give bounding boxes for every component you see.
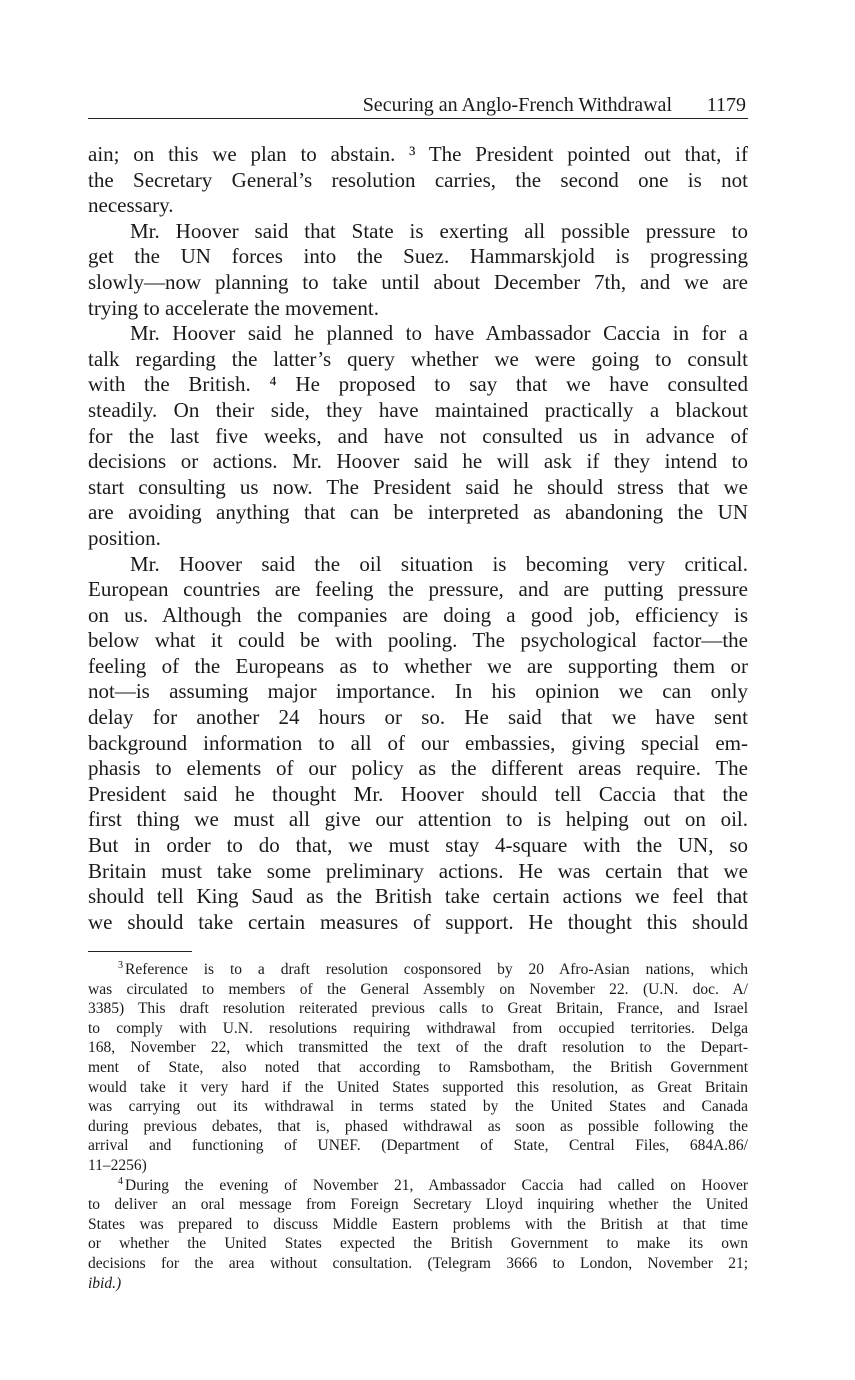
paragraph — [88, 321, 748, 551]
text-line: European countries are feeling the pressure, and are putting pressure — [88, 577, 748, 602]
footnote-4 — [88, 1176, 748, 1294]
footnote-line — [88, 980, 748, 1000]
footnote-line — [88, 1117, 748, 1137]
footnote-line-text: was carrying out its withdrawal in terms stated by the United States and Canada — [88, 1098, 748, 1116]
footnote-line-text: was circulated to members of the General Assembly on November 22. (U.N. doc. A/ — [88, 980, 748, 998]
footnote-line-text: ment of State, also noted that according to Ramsbotham, the British Government — [88, 1058, 748, 1076]
footnote-line — [88, 1254, 748, 1274]
footnote-line — [88, 1097, 748, 1117]
footnote-line-text: Reference is to a draft resolution cosponsored by 20 Afro-Asian nations, which — [125, 961, 748, 978]
footnote-line — [88, 1136, 748, 1156]
page-number: 1179 — [706, 94, 746, 116]
footnote-line-text: decisions for the area without consultation. (Telegram 3666 to London, November 21; — [88, 1254, 748, 1272]
footnote-line-text: States was prepared to discuss Middle Eastern problems with the British at that time — [88, 1215, 748, 1233]
text-line: start consulting us now. The President said he should stress that we — [88, 474, 748, 499]
text-line: feeling of the Europeans as to whether we are supporting them or — [88, 653, 748, 678]
text-line: get the UN forces into the Suez. Hammarskjold is progressing — [88, 244, 748, 269]
footnote-line — [88, 1156, 748, 1176]
footnotes — [88, 960, 748, 1293]
text-line: trying to accelerate the movement. — [88, 295, 379, 320]
text-line: position. — [88, 525, 161, 550]
footnote-line-text: to comply with U.N. resolutions requiring withdrawal from occupied territories. Delga — [88, 1019, 748, 1037]
footnote-3 — [88, 960, 748, 1176]
footnote-line-text: ibid.) — [88, 1274, 122, 1292]
footnote-line-text: to deliver an oral message from Foreign Secretary Lloyd inquiring whether the United — [88, 1196, 748, 1214]
text-line: the Secretary General’s resolution carries, the second one is not — [88, 167, 748, 192]
text-line: with the British. ⁴ He proposed to say that we have consulted — [88, 372, 748, 397]
footnote-line-text: 11–2256) — [88, 1156, 147, 1174]
paragraph — [88, 219, 748, 321]
paragraph — [88, 142, 748, 219]
footnote-line — [88, 1058, 748, 1078]
footnote-line — [88, 1038, 748, 1058]
text-line: not—is assuming major importance. In his opinion we can only — [88, 679, 748, 704]
footnote-line-text: 168, November 22, which transmitted the text of the draft resolution to the Depart- — [88, 1039, 748, 1057]
text-line: talk regarding the latter’s query whether we were going to consult — [88, 346, 748, 371]
footnote-line — [88, 1195, 748, 1215]
text-line: we should take certain measures of support. He thought this should — [88, 909, 748, 934]
text-line: phasis to elements of our policy as the different areas require. The — [88, 756, 748, 781]
running-title: Securing an Anglo-French Withdrawal — [362, 94, 672, 116]
footnote-line — [88, 1234, 748, 1254]
footnote-number: 4 — [118, 1176, 124, 1187]
text-line: first thing we must all give our attention to is helping out on oil. — [88, 807, 748, 832]
footnote-divider — [88, 951, 192, 952]
text-line: should tell King Saud as the British take certain actions we feel that — [88, 884, 748, 909]
text-line: on us. Although the companies are doing a good job, efficiency is — [88, 602, 748, 627]
footnote-line — [88, 999, 748, 1019]
footnote-line — [88, 1215, 748, 1235]
text-line: ain; on this we plan to abstain. ³ The President pointed out that, if — [88, 142, 748, 166]
text-line: President said he thought Mr. Hoover should tell Caccia that the — [88, 781, 748, 806]
footnote-line-text: during previous debates, that is, phased withdrawal as soon as possible following the — [88, 1117, 748, 1135]
text-line: delay for another 24 hours or so. He said that we have sent — [88, 705, 748, 730]
text-line: Britain must take some preliminary actions. He was certain that we — [88, 858, 748, 883]
footnote-number: 3 — [118, 960, 124, 972]
running-header — [88, 94, 748, 119]
body-text — [88, 142, 748, 935]
footnote-line — [88, 1274, 748, 1294]
text-line: decisions or actions. Mr. Hoover said he will ask if they intend to — [88, 449, 748, 474]
text-line: Mr. Hoover said the oil situation is becoming very critical. — [130, 551, 748, 576]
text-line: background information to all of our embassies, giving special em- — [88, 730, 748, 755]
text-line: necessary. — [88, 193, 174, 218]
footnote-line-text: 3385) This draft resolution reiterated previous calls to Great Britain, France, and Israel — [88, 1000, 748, 1018]
footnote-line — [88, 960, 748, 980]
text-line: But in order to do that, we must stay 4-square with the UN, so — [88, 833, 748, 858]
text-line: steadily. On their side, they have maintained practically a blackout — [88, 397, 748, 422]
footnote-line — [88, 1019, 748, 1039]
footnote-line-text: arrival and functioning of UNEF. (Department of State, Central Files, 684A.86/ — [88, 1137, 748, 1155]
footnote-line — [88, 1078, 748, 1098]
text-line: are avoiding anything that can be interpreted as abandoning the UN — [88, 500, 748, 525]
text-line: Mr. Hoover said that State is exerting all possible pressure to — [130, 218, 748, 243]
footnote-line-text: During the evening of November 21, Ambassador Caccia had called on Hoover — [125, 1176, 748, 1194]
text-line: below what it could be with pooling. The psychological factor—the — [88, 628, 748, 653]
footnote-line-text: or whether the United States expected the British Government to make its own — [88, 1235, 748, 1253]
text-line: for the last five weeks, and have not consulted us in advance of — [88, 423, 748, 448]
footnote-line-text: would take it very hard if the United States supported this resolution, as Great Britain — [88, 1078, 748, 1096]
text-line: slowly—now planning to take until about December 7th, and we are — [88, 269, 748, 294]
footnote-line — [88, 1176, 748, 1196]
text-line: Mr. Hoover said he planned to have Ambassador Caccia in for a — [130, 321, 748, 346]
paragraph — [88, 552, 748, 936]
